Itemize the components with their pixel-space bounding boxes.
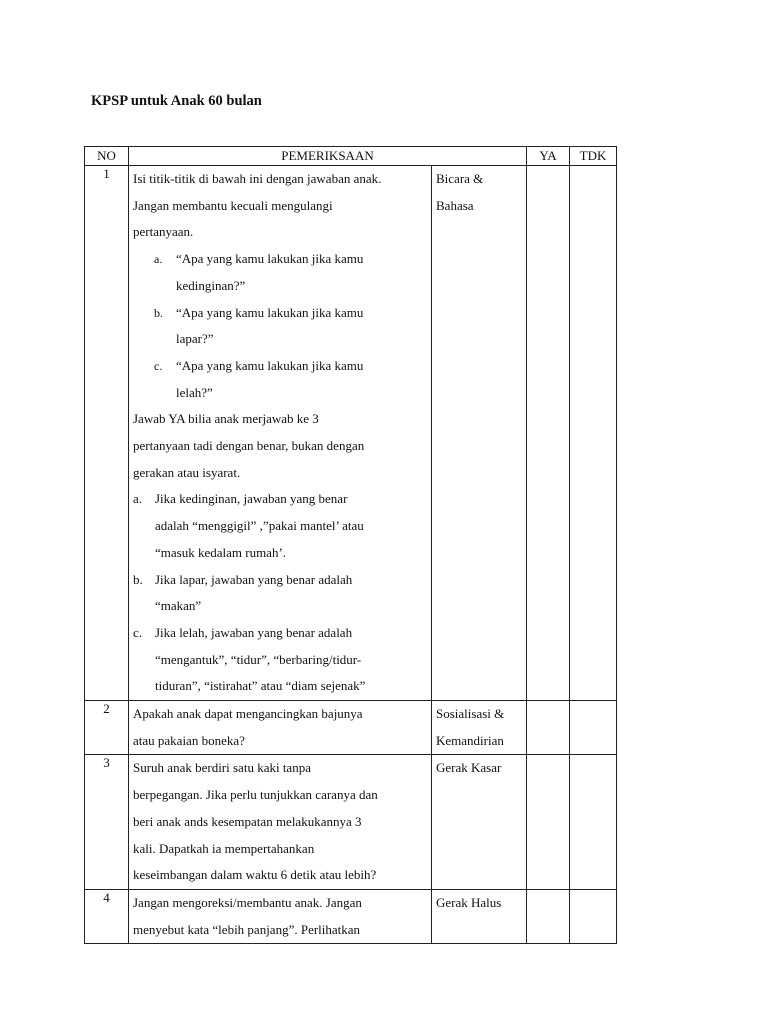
ya-cell[interactable]	[527, 755, 570, 890]
question-item	[133, 353, 427, 406]
answer-line: Jika kedinginan, jawaban yang benar	[155, 491, 348, 507]
domain-cell	[432, 701, 527, 755]
answer-line: “masuk kedalam rumah’.	[155, 544, 287, 560]
item-marker: a.	[154, 252, 163, 267]
domain-line: Gerak Halus	[436, 894, 502, 910]
table-row	[85, 889, 617, 943]
domain-cell	[432, 889, 527, 943]
question-line: berpegangan. Jika perlu tunjukkan caranya dan	[133, 787, 378, 803]
question-line: beri anak ands kesempatan melakukannya 3	[133, 813, 362, 829]
row-number: 2	[85, 701, 129, 755]
question-line: Jangan mengoreksi/membantu anak. Jangan	[133, 894, 362, 910]
domain-line: Bicara &	[436, 171, 484, 186]
question-line: menyebut kata “lebih panjang”. Perlihatkan	[133, 921, 361, 937]
answer-line: adalah “menggigil” ,”pakai mantel’ atau	[155, 518, 364, 534]
answer-line: “makan”	[155, 598, 202, 614]
document-title: KPSP untuk Anak 60 bulan	[91, 93, 262, 109]
instruction-line: gerakan atau isyarat.	[133, 464, 241, 480]
ya-cell[interactable]	[527, 701, 570, 755]
item-marker: b.	[154, 305, 163, 320]
item-marker: a.	[133, 491, 143, 507]
answer-line: “mengantuk”, “tidur”, “berbaring/tidur-	[155, 651, 362, 667]
item-marker: c.	[154, 358, 163, 373]
domain-cell	[432, 166, 527, 701]
kpsp-table	[84, 146, 617, 944]
question-line: keseimbangan dalam waktu 6 detik atau lebih?	[133, 867, 377, 883]
domain-line: Gerak Kasar	[436, 760, 502, 776]
question-cell	[129, 166, 432, 701]
question-line: lapar?”	[176, 331, 214, 347]
domain-line: Sosialisasi &	[436, 706, 505, 722]
table-row	[85, 755, 617, 890]
question-line: Suruh anak berdiri satu kaki tanpa	[133, 760, 311, 776]
ya-cell[interactable]	[527, 889, 570, 943]
header-tdk: TDK	[570, 147, 617, 166]
domain-line: Kemandirian	[436, 732, 504, 748]
answer-line: Jika lelah, jawaban yang benar adalah	[155, 624, 353, 640]
item-marker: c.	[133, 624, 143, 640]
header-no: NO	[85, 147, 129, 166]
answer-item	[133, 486, 427, 566]
question-cell	[129, 701, 432, 755]
header-ya: YA	[527, 147, 570, 166]
answer-item	[133, 567, 427, 620]
question-line: “Apa yang kamu lakukan jika kamu	[176, 304, 364, 320]
question-line: kedinginan?”	[176, 277, 246, 293]
question-line: Apakah anak dapat mengancingkan bajunya	[133, 706, 363, 722]
question-line: lelah?”	[176, 384, 213, 400]
domain-cell	[432, 755, 527, 890]
tdk-cell[interactable]	[570, 889, 617, 943]
intro-line: Jangan membantu kecuali mengulangi	[133, 197, 333, 213]
instruction-line: Jawab YA bilia anak merjawab ke 3	[133, 411, 319, 427]
question-cell	[129, 755, 432, 890]
tdk-cell[interactable]	[570, 701, 617, 755]
row-number: 4	[85, 889, 129, 943]
row-number: 1	[85, 166, 129, 701]
domain-line: Bahasa	[436, 197, 474, 213]
question-line: kali. Dapatkah ia mempertahankan	[133, 840, 315, 856]
table-header-row	[85, 147, 617, 166]
answer-line: tiduran”, “istirahat” atau “diam sejenak”	[155, 678, 366, 694]
intro-line: Isi titik-titik di bawah ini dengan jawaban anak.	[133, 171, 382, 186]
question-item	[133, 300, 427, 353]
question-line: “Apa yang kamu lakukan jika kamu	[176, 251, 364, 267]
question-line: “Apa yang kamu lakukan jika kamu	[176, 357, 364, 373]
instruction-line: pertanyaan tadi dengan benar, bukan dengan	[133, 438, 365, 454]
question-cell	[129, 889, 432, 943]
ya-cell[interactable]	[527, 166, 570, 701]
question-line: atau pakaian boneka?	[133, 732, 245, 748]
table-row	[85, 166, 617, 701]
answer-item	[133, 620, 427, 700]
row-number: 3	[85, 755, 129, 890]
table-row	[85, 701, 617, 755]
tdk-cell[interactable]	[570, 755, 617, 890]
question-item	[133, 246, 427, 299]
tdk-cell[interactable]	[570, 166, 617, 701]
intro-line: pertanyaan.	[133, 224, 194, 240]
header-pemeriksaan: PEMERIKSAAN	[129, 147, 527, 166]
answer-line: Jika lapar, jawaban yang benar adalah	[155, 571, 353, 587]
item-marker: b.	[133, 571, 143, 587]
